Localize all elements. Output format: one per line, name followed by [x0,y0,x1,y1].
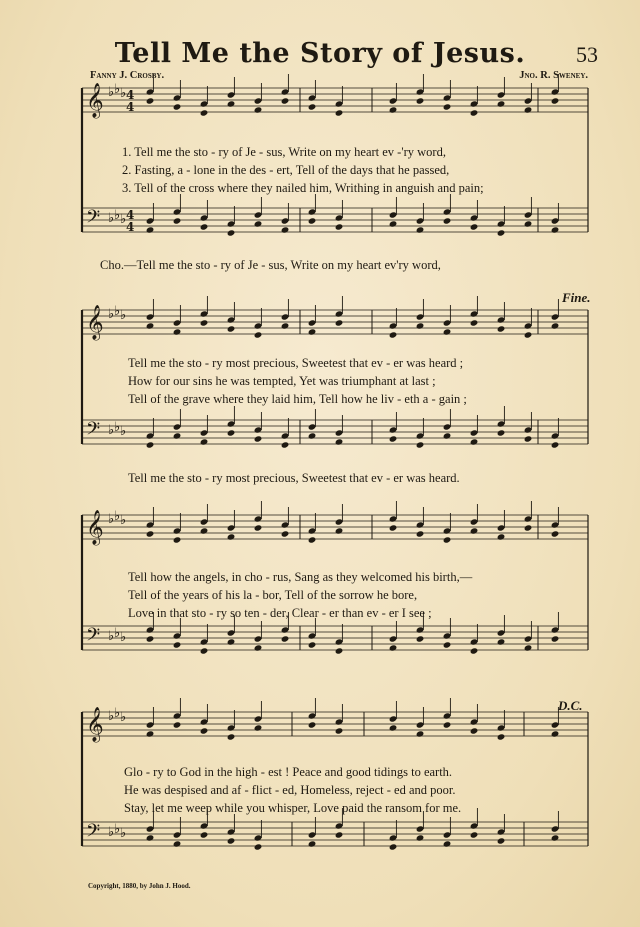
note-head [146,441,155,448]
note-head [308,840,317,847]
note-head [497,229,506,236]
note-head [389,435,398,442]
note-head [254,843,263,850]
flat-icon: ♭ [114,509,121,524]
note-head [254,724,263,731]
note-head [551,226,560,233]
lyricist-credit: Fanny J. Crosby. [90,70,165,81]
note-head [173,536,182,543]
note-head [335,647,344,654]
note-head [173,217,182,224]
flat-icon: ♭ [108,423,115,438]
note-head [389,644,398,651]
note-head [524,435,533,442]
note-head [389,724,398,731]
system4-verse3-lyrics: Stay, let me weep while you whisper, Love paid the ransom for me. [124,801,462,815]
clef-icon: 𝄞 [86,305,104,340]
note-head [200,727,209,734]
system3-verse1-lyrics: Tell how the angels, in cho - rus, Sang as they welcomed his birth,— [128,570,473,584]
flat-icon: ♭ [120,710,127,725]
flat-icon: ♭ [120,513,127,528]
note-head [227,429,236,436]
note-head [227,733,236,740]
flat-icon: ♭ [120,630,127,645]
note-head [470,647,479,654]
note-head [416,834,425,841]
flat-icon: ♭ [108,709,115,724]
note-head [524,220,533,227]
note-head [524,331,533,338]
note-head [335,109,344,116]
note-head [200,109,209,116]
note-head [551,97,560,104]
note-head [470,438,479,445]
clef-icon: 𝄞 [86,510,104,545]
system1-verse1-lyrics: 1. Tell me the sto - ry of Je - sus, Write on my heart ev -'ry word, [122,145,446,159]
note-head [551,635,560,642]
flat-icon: ♭ [108,211,115,226]
note-head [389,220,398,227]
note-head [173,328,182,335]
note-head [335,319,344,326]
time-signature: 4 [126,208,135,222]
flat-icon: ♭ [108,85,115,100]
composer-credit: Jno. R. Sweney. [519,70,588,81]
note-head [281,635,290,642]
note-head [146,834,155,841]
flat-icon: ♭ [114,304,121,319]
note-head [146,730,155,737]
note-head [281,97,290,104]
note-head [443,432,452,439]
note-head [551,322,560,329]
note-head [254,331,263,338]
note-head [470,527,479,534]
note-head [497,733,506,740]
note-head [389,524,398,531]
system3-verse2-lyrics: Tell of the years of his la - bor, Tell of the sorrow he bore, [128,588,418,602]
note-head [254,220,263,227]
note-head [254,524,263,531]
note-head [281,441,290,448]
note-head [227,229,236,236]
note-head [308,641,317,648]
note-head [389,106,398,113]
flat-icon: ♭ [108,825,115,840]
note-head [308,103,317,110]
clef-icon: 𝄢 [86,625,101,650]
note-head [254,106,263,113]
clef-icon: 𝄢 [86,207,101,232]
note-head [308,721,317,728]
clef-icon: 𝄞 [86,707,104,742]
note-head [200,527,209,534]
note-head [443,328,452,335]
flat-icon: ♭ [114,706,121,721]
system2-verse1-lyrics: Tell me the sto - ry most precious, Sweetest that ev - er was heard ; [128,356,464,370]
note-head [335,727,344,734]
note-head [308,328,317,335]
note-head [443,103,452,110]
flat-icon: ♭ [114,822,121,837]
note-head [497,100,506,107]
flat-icon: ♭ [108,629,115,644]
note-head [227,533,236,540]
time-signature: 4 [126,100,135,114]
note-head [308,217,317,224]
flat-icon: ♭ [114,208,121,223]
note-head [497,533,506,540]
note-head [173,840,182,847]
flat-icon: ♭ [114,420,121,435]
note-head [200,831,209,838]
note-head [335,831,344,838]
note-head [470,223,479,230]
note-head [443,721,452,728]
flat-icon: ♭ [120,424,127,439]
note-head [146,635,155,642]
note-head [146,530,155,537]
note-head [146,97,155,104]
note-head [497,325,506,332]
fine-marking: Fine. [562,290,591,305]
note-head [470,319,479,326]
note-head [389,843,398,850]
note-head [308,536,317,543]
note-head [443,217,452,224]
time-signature: 4 [126,220,135,234]
note-head [416,530,425,537]
note-head [254,435,263,442]
note-head [281,322,290,329]
note-head [173,641,182,648]
note-head [173,721,182,728]
clef-icon: 𝄞 [86,83,104,118]
note-head [335,223,344,230]
note-head [551,441,560,448]
note-head [551,730,560,737]
note-head [470,831,479,838]
time-signature: 4 [126,88,135,102]
note-head [146,226,155,233]
note-head [443,641,452,648]
system1-verse2-lyrics: 2. Fasting, a - lone in the des - ert, Tell of the days that he passed, [122,163,450,177]
note-head [146,322,155,329]
clef-icon: 𝄢 [86,821,101,846]
flat-icon: ♭ [120,86,127,101]
system1-verse3-lyrics: 3. Tell of the cross where they nailed him, Writhing in anguish and pain; [122,181,484,195]
flat-icon: ♭ [120,826,127,841]
system1-chorus-lyrics: Cho.—Tell me the sto - ry of Je - sus, Write on my heart ev'ry word, [100,258,441,272]
note-head [308,432,317,439]
note-head [551,530,560,537]
note-head [524,644,533,651]
note-head [335,527,344,534]
flat-icon: ♭ [120,212,127,227]
copyright-notice: Copyright, 1880, by John J. Hood. [88,882,191,890]
note-head [497,638,506,645]
flat-icon: ♭ [108,307,115,322]
note-head [200,438,209,445]
note-head [227,638,236,645]
note-head [227,325,236,332]
system3-verse3-lyrics: Love in that sto - ry so ten - der, Clear - er than ev - er I see ; [128,606,432,620]
note-head [200,647,209,654]
note-head [281,530,290,537]
flat-icon: ♭ [114,626,121,641]
dc-marking: D.C. [558,698,583,713]
flat-icon: ♭ [120,308,127,323]
system4-verse1-lyrics: Glo - ry to God in the high - est ! Peace and good tidings to earth. [124,765,453,779]
flat-icon: ♭ [114,82,121,97]
clef-icon: 𝄢 [86,419,101,444]
note-head [416,97,425,104]
note-head [173,432,182,439]
note-head [173,103,182,110]
note-head [497,837,506,844]
note-head [416,730,425,737]
note-head [416,226,425,233]
note-head [470,727,479,734]
note-head [416,441,425,448]
page-number: 53 [576,42,598,67]
system2-verse2-lyrics: How for our sins he was tempted, Yet was triumphant at last ; [128,374,436,388]
note-head [227,837,236,844]
note-head [200,223,209,230]
note-head [335,438,344,445]
note-head [470,109,479,116]
note-head [416,322,425,329]
note-head [497,429,506,436]
flat-icon: ♭ [108,512,115,527]
note-head [254,644,263,651]
system2-chorus-lyrics: Tell me the sto - ry most precious, Sweetest that ev - er was heard. [128,471,460,485]
note-head [524,524,533,531]
note-head [551,834,560,841]
note-head [389,331,398,338]
note-head [227,100,236,107]
system4-verse2-lyrics: He was despised and af - flict - ed, Homeless, reject - ed and poor. [124,783,456,797]
note-head [443,536,452,543]
note-head [416,635,425,642]
hymn-title: Tell Me the Story of Jesus. [114,38,526,69]
note-head [524,106,533,113]
note-head [443,840,452,847]
system2-verse3-lyrics: Tell of the grave where they laid him, Tell how he liv - eth a - gain ; [128,392,467,406]
note-head [281,226,290,233]
note-head [200,319,209,326]
